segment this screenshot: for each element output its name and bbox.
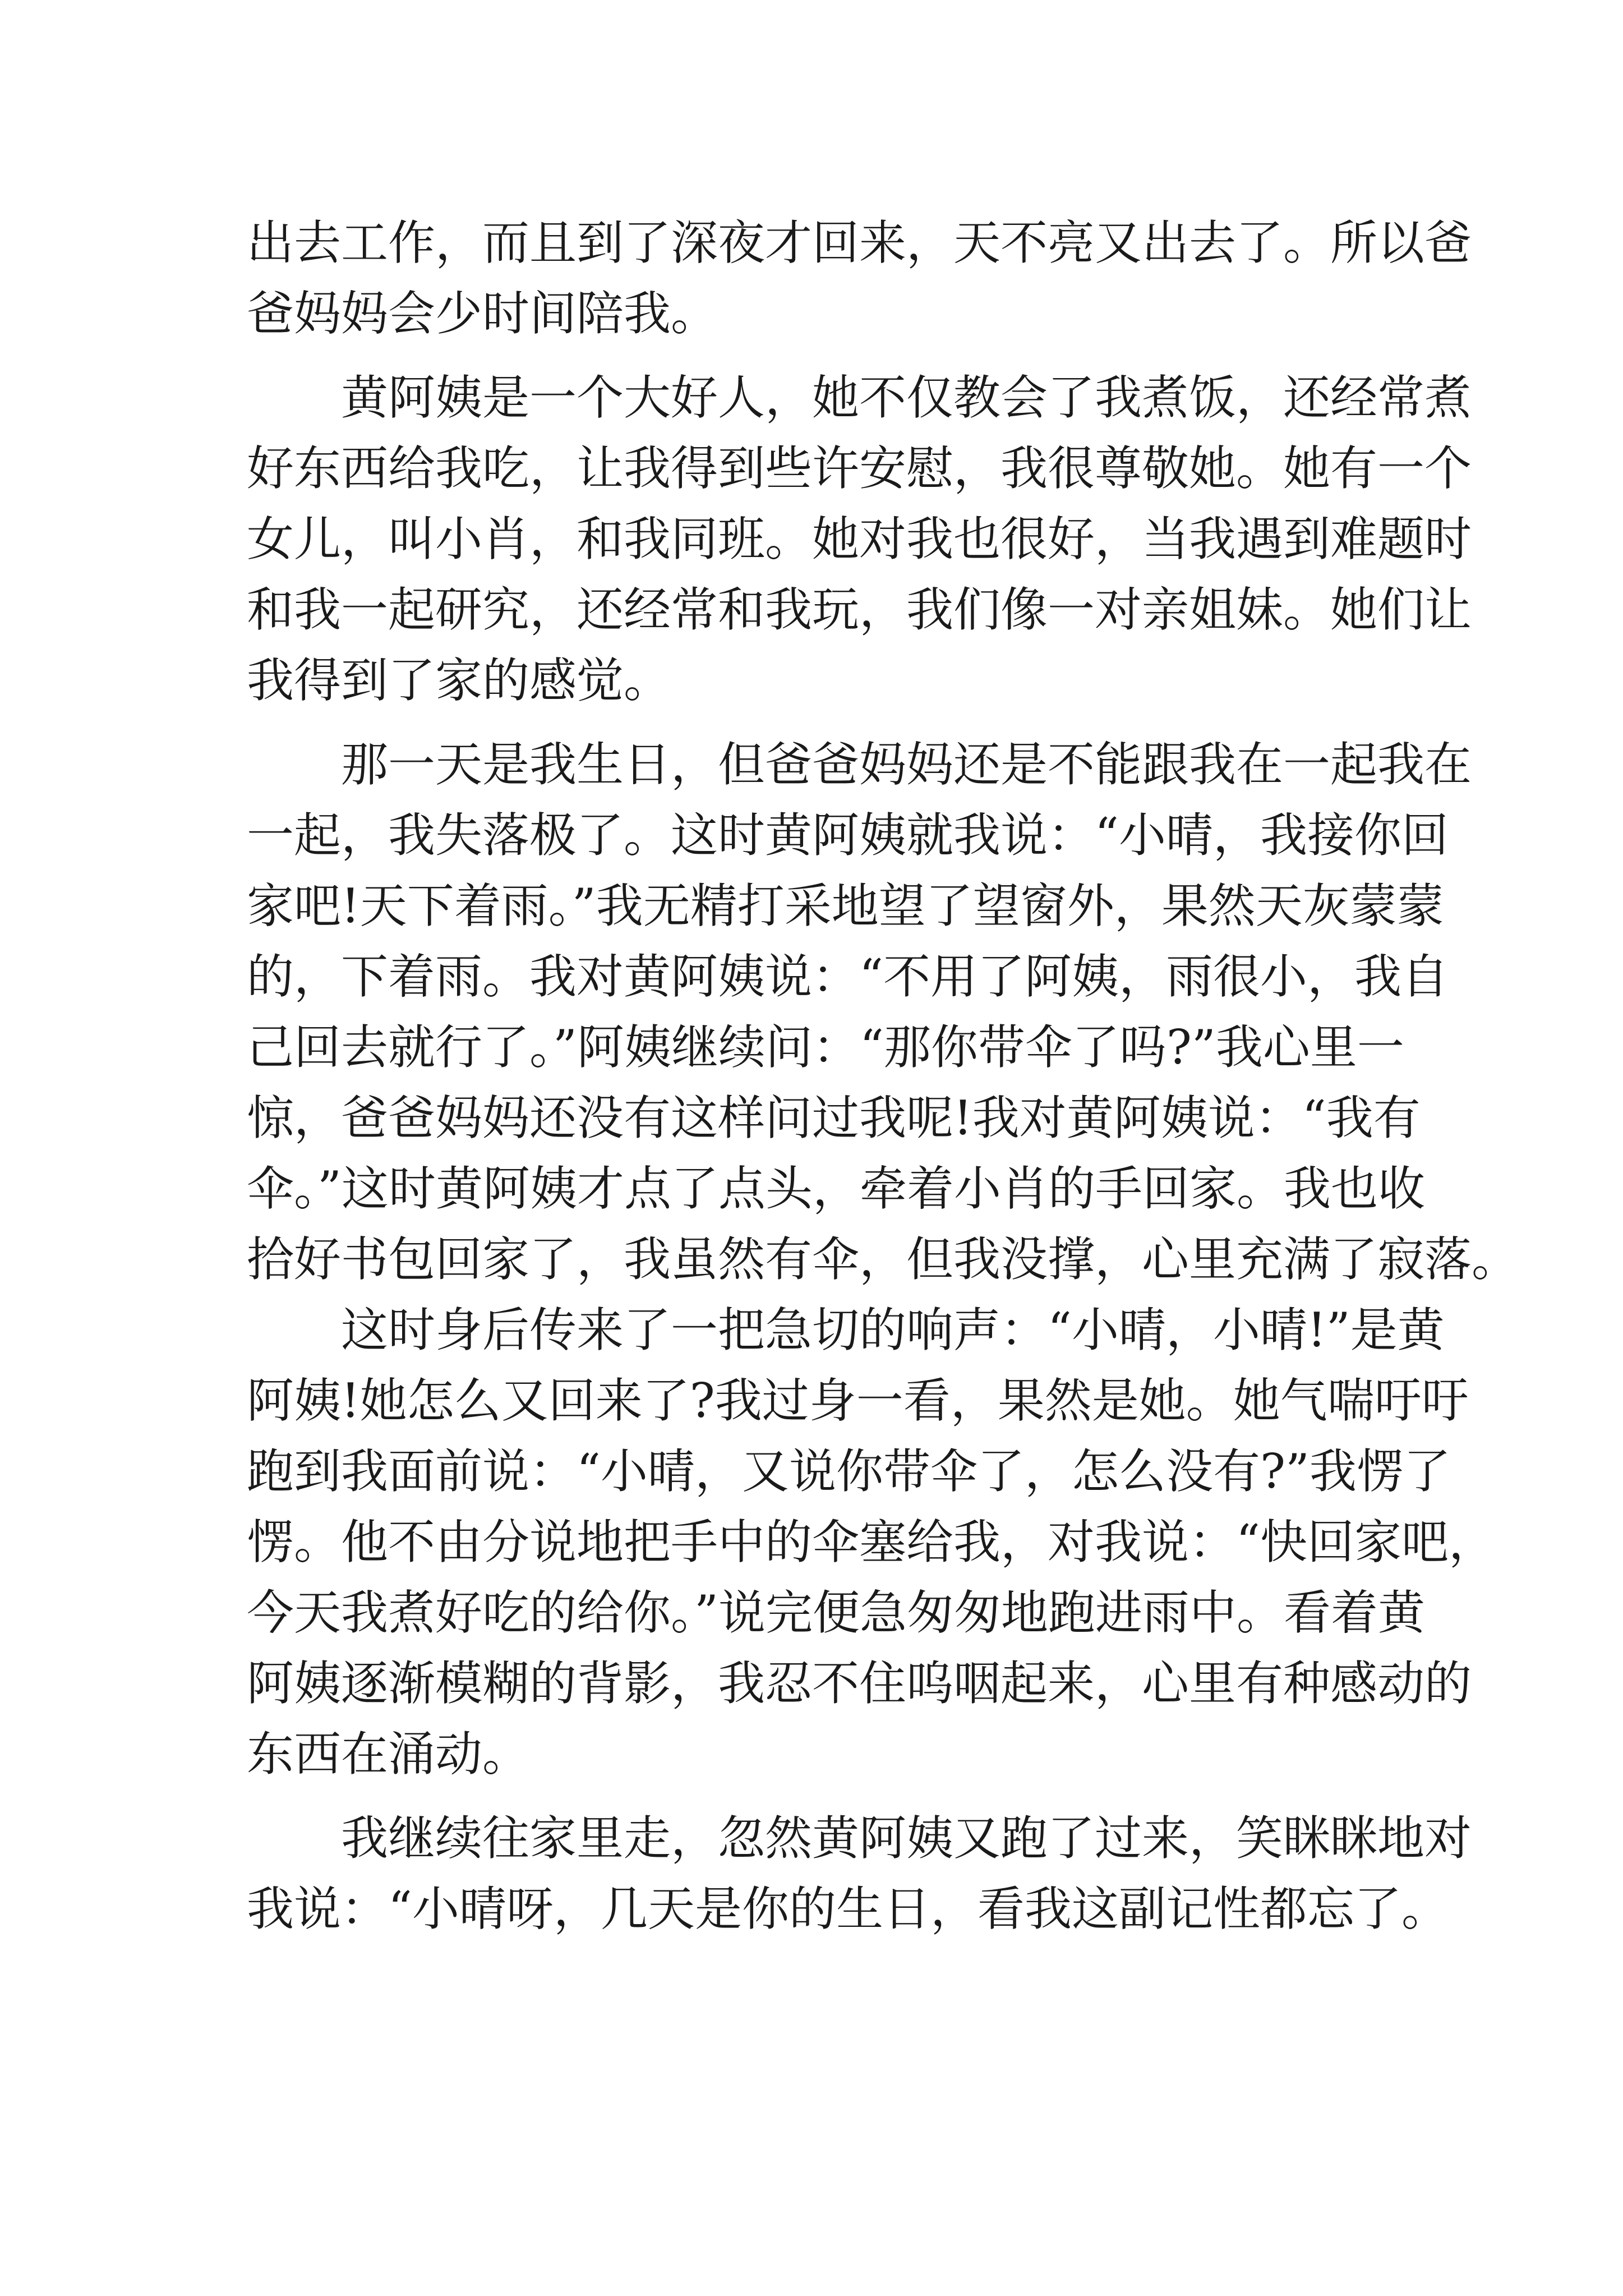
text-line: 己回去就行了。”阿姨继续问：“那你带伞了吗?”我心里一: [247, 1020, 1404, 1075]
text-line: 家吧!天下着雨。”我无精打采地望了望窗外，果然天灰蒙蒙: [247, 878, 1444, 933]
text-line: 惊，爸爸妈妈还没有这样问过我呢!我对黄阿姨说：“我有: [247, 1091, 1421, 1145]
text-line: 东西在涌动。: [247, 1727, 530, 1782]
text-line: 女儿，叫小肖，和我同班。她对我也很好，当我遇到难题时: [247, 512, 1472, 567]
text-line: 我说：“小晴呀，几天是你的生日，看我这副记性都忘了。: [247, 1881, 1449, 1936]
text-line: 今天我煮好吃的给你。”说完便急匆匆地跑进雨中。看着黄: [247, 1585, 1425, 1640]
text-line: 和我一起研究，还经常和我玩，我们像一对亲姐妹。她们让: [247, 582, 1472, 637]
text-line: 拾好书包回家了，我虽然有伞，但我没撑，心里充满了寂落。: [247, 1232, 1519, 1287]
text-line: 阿姨!她怎么又回来了?我过身一看，果然是她。她气喘吁吁: [247, 1373, 1469, 1428]
text-line: 出去工作，而且到了深夜才回来，天不亮又出去了。所以爸: [247, 215, 1472, 270]
paragraph-5: [247, 1803, 1472, 1944]
paragraph-1: [247, 208, 1472, 349]
text-line: 那一天是我生日，但爸爸妈妈还是不能跟我在一起我在: [247, 737, 1472, 792]
text-line: 伞。”这时黄阿姨才点了点头，牵着小肖的手回家。我也收: [247, 1161, 1425, 1216]
text-line: 黄阿姨是一个大好人，她不仅教会了我煮饭，还经常煮: [247, 370, 1472, 425]
paragraph-4: [247, 1295, 1496, 1789]
text-line: 好东西给我吃，让我得到些许安慰，我很尊敬她。她有一个: [247, 441, 1472, 496]
text-line: 这时身后传来了一把急切的响声：“小晴，小晴!”是黄: [247, 1303, 1445, 1358]
text-line: 的，下着雨。我对黄阿姨说：“不用了阿姨，雨很小，我自: [247, 949, 1449, 1004]
text-line: 我得到了家的感觉。: [247, 653, 671, 708]
text-line: 阿姨逐渐模糊的背影，我忍不住呜咽起来，心里有种感动的: [247, 1656, 1472, 1711]
text-line: 一起，我失落极了。这时黄阿姨就我说：“小晴，我接你回: [247, 808, 1449, 863]
text-line: 我继续往家里走，忽然黄阿姨又跑了过来，笑眯眯地对: [247, 1811, 1472, 1866]
paragraph-3: [247, 729, 1519, 1295]
essay-body: [247, 208, 1519, 1944]
paragraph-2: [247, 362, 1472, 716]
text-line: 爸妈妈会少时间陪我。: [247, 286, 718, 341]
text-line: 愣。他不由分说地把手中的伞塞给我，对我说：“快回家吧，: [247, 1515, 1496, 1570]
text-line: 跑到我面前说：“小晴，又说你带伞了，怎么没有?”我愣了: [247, 1444, 1451, 1499]
